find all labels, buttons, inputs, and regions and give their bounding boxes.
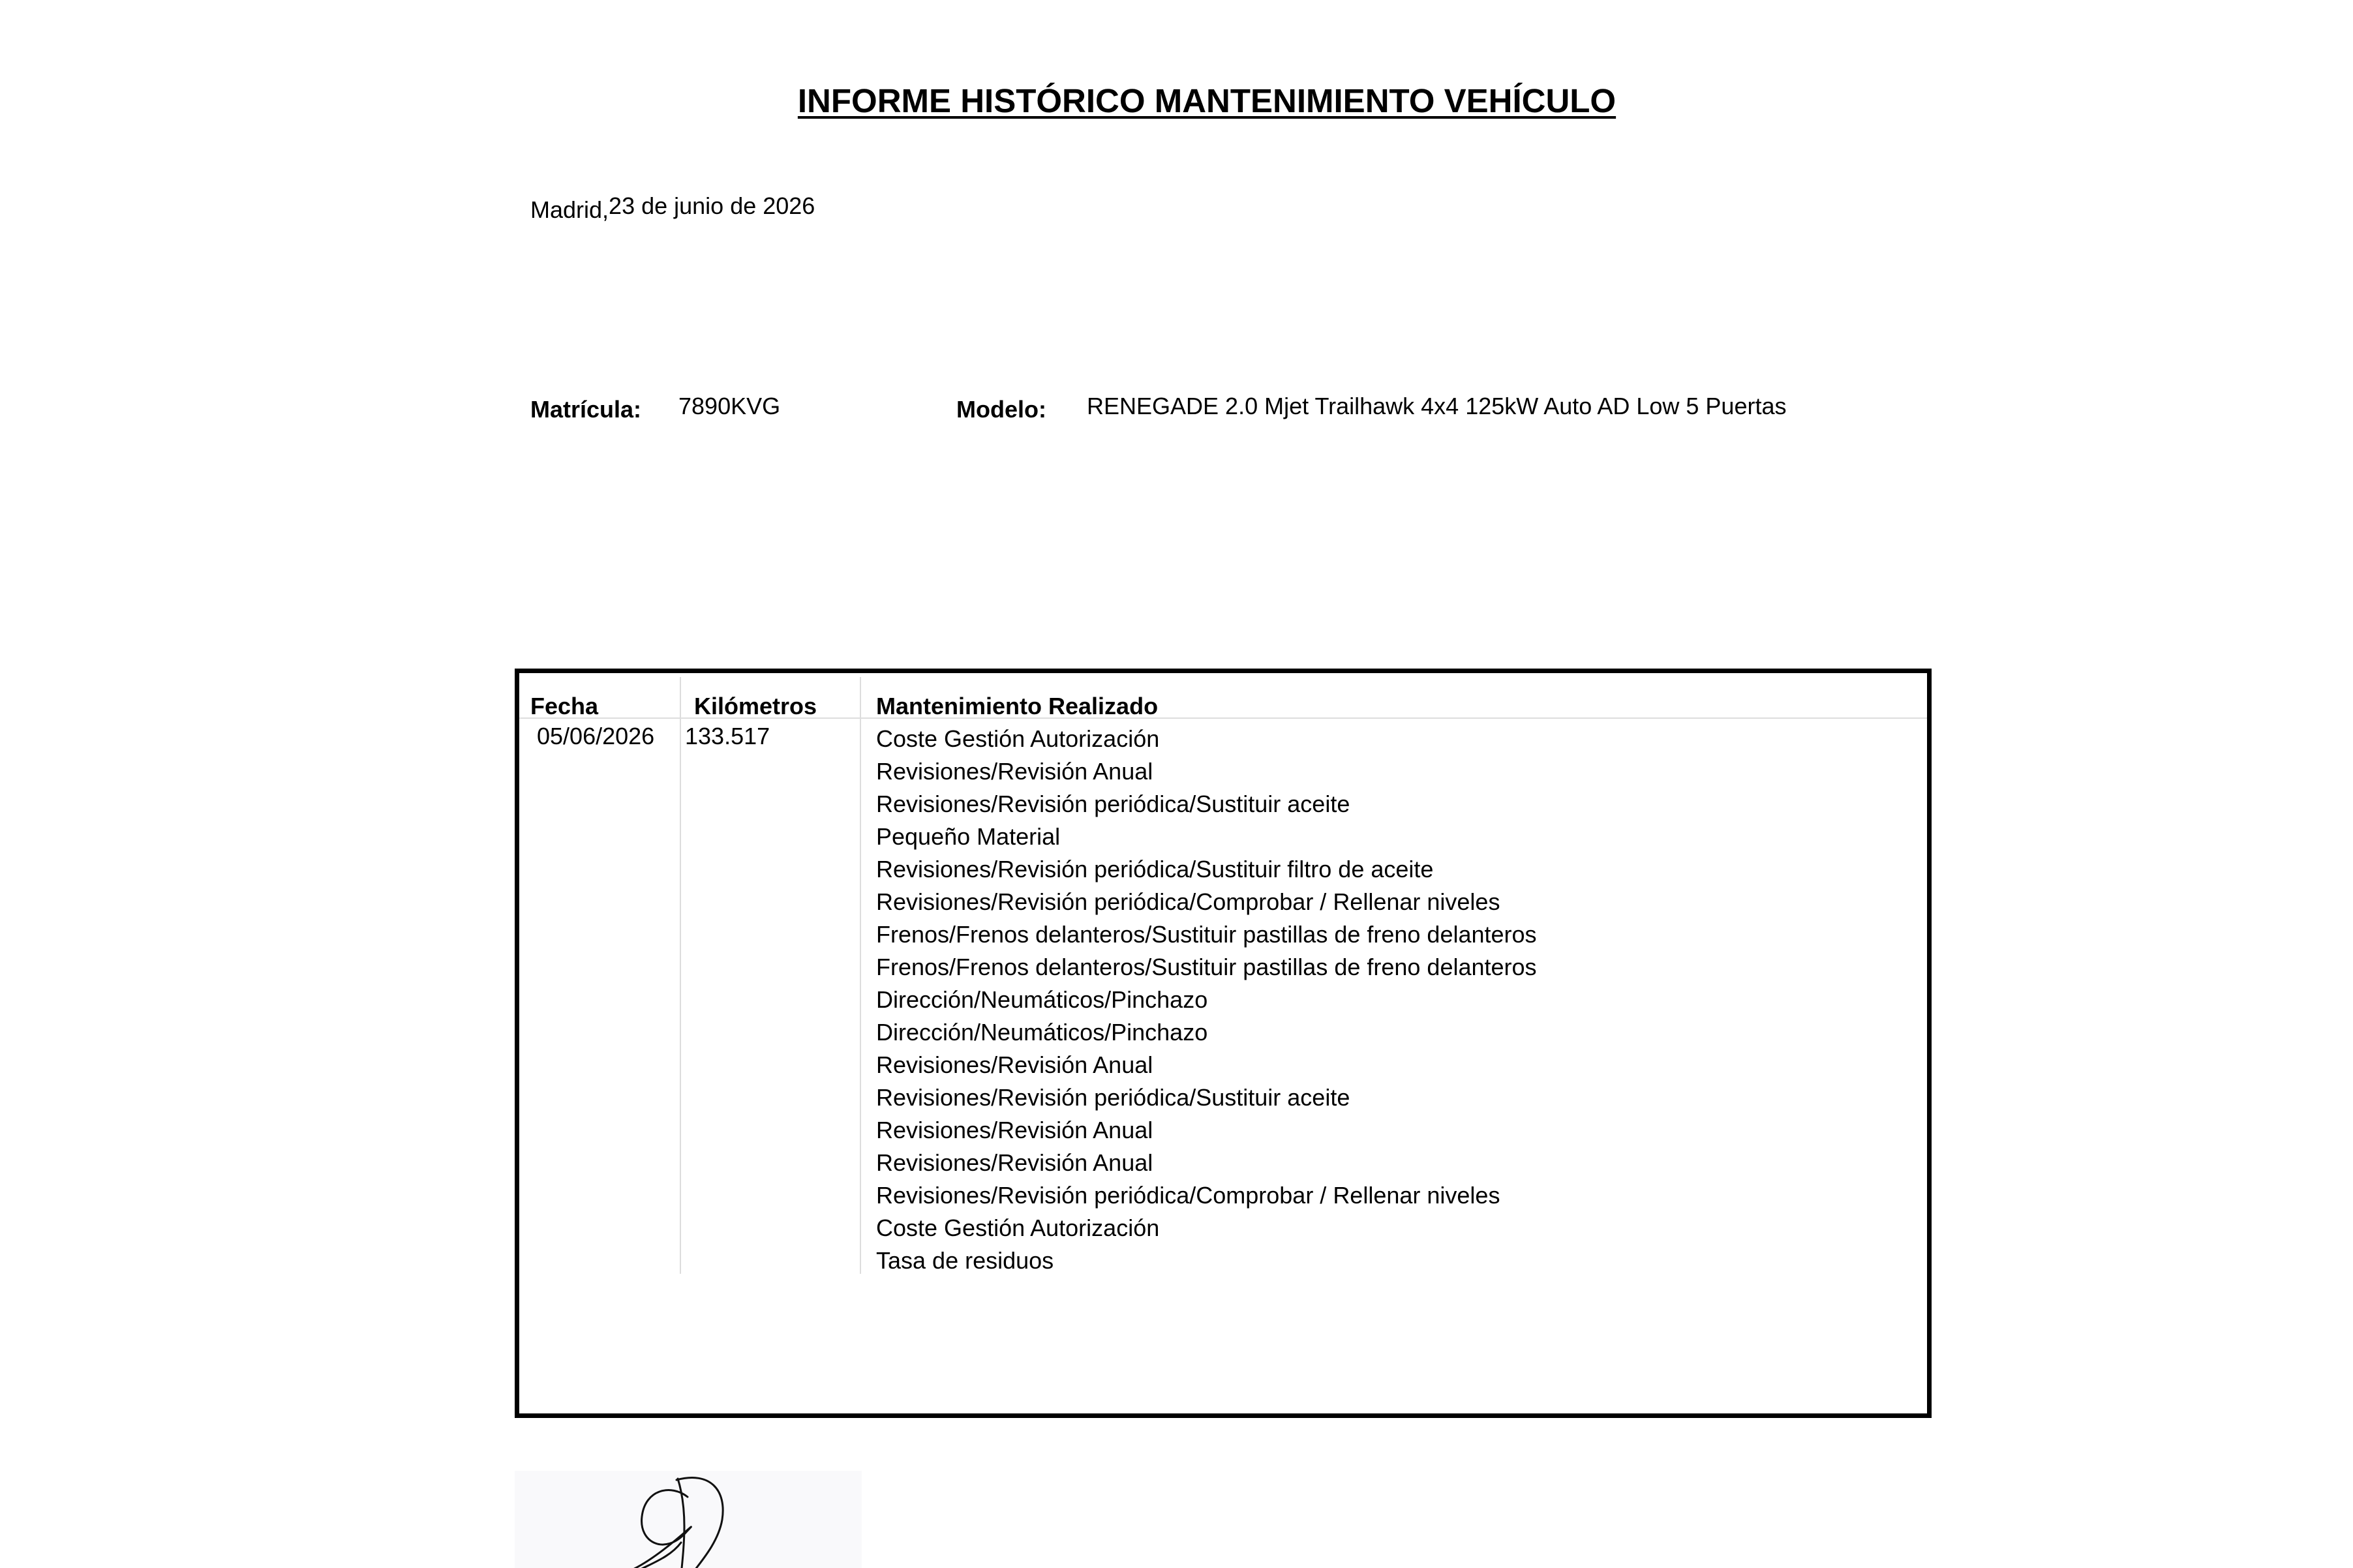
maintenance-item: Pequeño Material [876,823,1061,850]
maintenance-item: Frenos/Frenos delanteros/Sustituir pastillas de freno delanteros [876,921,1537,948]
header-maintenance: Mantenimiento Realizado [876,693,1159,719]
maintenance-item: Revisiones/Revisión periódica/Sustituir filtro de aceite [876,856,1434,882]
column-divider-1 [680,677,681,1274]
model-label: Modelo: [956,396,1046,423]
plate-label: Matrícula: [530,396,642,423]
report-date: 23 de junio de 2026 [609,192,815,219]
maintenance-item: Dirección/Neumáticos/Pinchazo [876,1019,1208,1046]
document-title: INFORME HISTÓRICO MANTENIMIENTO VEHÍCULO [797,82,1617,119]
maintenance-item: Revisiones/Revisión Anual [876,1051,1153,1078]
row-km: 133.517 [685,723,770,749]
maintenance-table [515,669,1932,1418]
signature-image [515,1471,862,1568]
row-date: 05/06/2026 [537,723,655,749]
maintenance-item: Revisiones/Revisión periódica/Comprobar / Rellenar niveles [876,1182,1500,1209]
handwritten-signature-icon [515,1471,862,1568]
maintenance-item: Dirección/Neumáticos/Pinchazo [876,986,1208,1013]
header-km: Kilómetros [694,693,817,719]
maintenance-item: Revisiones/Revisión Anual [876,758,1153,785]
maintenance-item: Revisiones/Revisión Anual [876,1117,1153,1143]
column-divider-2 [860,677,861,1274]
maintenance-item: Frenos/Frenos delanteros/Sustituir pastillas de freno delanteros [876,954,1537,980]
plate-value: 7890KVG [678,393,781,419]
maintenance-item: Coste Gestión Autorización [876,1214,1160,1241]
city-label: Madrid, [530,196,609,223]
maintenance-item: Revisiones/Revisión periódica/Comprobar / Rellenar niveles [876,888,1500,915]
maintenance-item: Revisiones/Revisión Anual [876,1149,1153,1176]
place-date-line [530,192,815,223]
header-date: Fecha [530,693,599,719]
maintenance-items-list [876,723,1537,1277]
model-value: RENEGADE 2.0 Mjet Trailhawk 4x4 125kW Auto AD Low 5 Puertas [1087,393,1787,419]
maintenance-item: Revisiones/Revisión periódica/Sustituir aceite [876,1084,1350,1111]
maintenance-item: Coste Gestión Autorización [876,725,1160,752]
maintenance-item: Revisiones/Revisión periódica/Sustituir aceite [876,791,1350,817]
maintenance-item: Tasa de residuos [876,1247,1054,1274]
